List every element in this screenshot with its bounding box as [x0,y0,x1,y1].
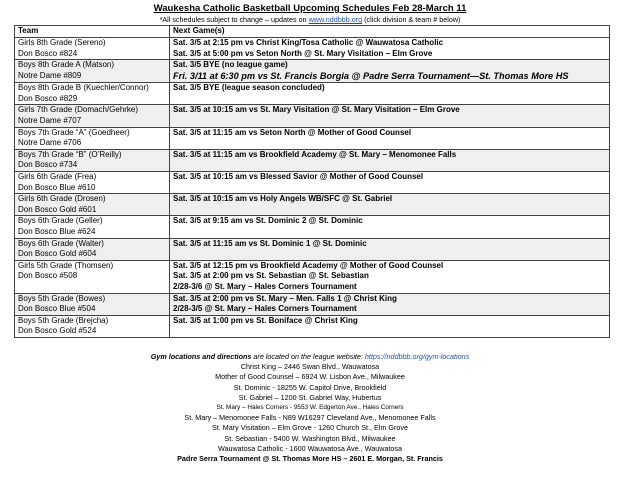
team-number[interactable]: Don Bosco #508 [18,271,78,281]
team-number[interactable]: Notre Dame #706 [18,138,82,148]
schedule-table-body [15,38,610,338]
game-line: Sat. 3/5 at 5:00 pm vs Seton North @ St. Mary Visitation – Elm Grove [173,48,433,58]
game-line: Sat. 3/5 at 9:15 am vs St. Dominic 2 @ St. Dominic [173,216,363,226]
game-line: Fri. 3/11 at 6:30 pm vs St. Francis Borgia @ Padre Serra Tournament—St. Thomas More HS [173,70,569,81]
game-line: 2/28-3/6 @ St. Mary – Hales Corners Tournament [173,281,357,291]
subtitle-prefix: *All schedules subject to change – updates on [159,15,309,24]
table-row [15,149,610,171]
team-name: Boys 5th Grade (Bowes) [18,293,106,303]
location-padre-serra-tournament: Padre Serra Tournament @ St. Thomas More HS – 2601 E. Morgan, St. Francis [177,454,443,464]
game-line: Sat. 3/5 BYE (league season concluded) [173,83,325,93]
team-name: Girls 6th Grade (Frea) [18,172,97,182]
table-row [15,60,610,83]
locations-intro-bold: Gym locations and directions [150,352,252,361]
location-mother-good-counsel: Mother of Good Counsel – 6924 W. Lisbon Ave., Milwaukee [215,372,405,382]
location-st-mary-visitation: St. Mary Visitation – Elm Grove - 1260 Church St., Elm Grove [212,423,408,433]
document-subtitle [0,15,620,24]
team-cell [15,315,170,337]
team-cell [15,260,170,293]
location-wauwatosa-catholic: Wauwatosa Catholic - 1600 Wauwatosa Ave., Wauwatosa [217,443,403,453]
website-link[interactable]: www.nddbbb.org [308,15,363,24]
location-st-mary-menomonee-falls: St. Mary – Menomonee Falls - N89 W16297 Cleveland Ave., Menomonee Falls [184,413,436,423]
game-line: Sat. 3/5 at 11:15 am vs Brookfield Academy @ St. Mary – Menomonee Falls [173,149,457,159]
team-name: Boys 7th Grade “B” (O’Reilly) [18,149,122,159]
game-line: Sat. 3/5 at 12:15 pm vs Brookfield Academy @ Mother of Good Counsel [173,260,444,270]
team-cell [15,238,170,260]
team-number[interactable]: Don Bosco Gold #604 [18,249,97,259]
team-name: Boys 8th Grade A (Matson) [18,60,115,70]
team-name: Girls 8th Grade (Sereno) [18,38,106,47]
game-line: Sat. 3/5 at 10:15 am vs Holy Angels WB/SFC @ St. Gabriel [173,194,393,204]
team-name: Girls 7th Grade (Domach/Gehrke) [18,105,139,115]
team-cell [15,293,170,315]
document-title: Waukesha Catholic Basketball Upcoming Schedules Feb 28-March 11 [153,3,467,14]
schedule-table [14,25,610,338]
table-row [15,105,610,127]
game-line: Sat. 3/5 at 11:15 am vs Seton North @ Mother of Good Counsel [173,127,412,137]
team-name: Girls 5th Grade (Thomsen) [18,260,114,270]
location-st-dominic: St. Dominic - 18255 W. Capitol Drive, Brookfield [233,382,387,392]
team-number[interactable]: Don Bosco #824 [18,48,78,58]
next-games-column-header: Next Game(s) [170,26,610,38]
games-cell [170,127,610,149]
game-line: Sat. 3/5 at 10:15 am vs Blessed Savior @ Mother of Good Counsel [173,172,424,182]
game-line: Sat. 3/5 at 1:00 pm vs St. Boniface @ Christ King [173,315,358,325]
location-christ-king: Christ King – 2446 Swan Blvd., Wauwatosa [240,362,380,372]
team-name: Boys 5th Grade (Brejcha) [18,315,109,325]
team-cell [15,194,170,216]
games-cell [170,38,610,60]
games-cell [170,238,610,260]
team-number[interactable]: Notre Dame #809 [18,70,82,80]
location-st-sebastian: St. Sebastian - 5400 W. Washington Blvd., Milwaukee [224,433,396,443]
team-name: Boys 7th Grade “A” (Goedheer) [18,127,130,137]
team-name: Boys 8th Grade B (Kuechler/Connor) [18,83,149,93]
team-number[interactable]: Don Bosco Blue #624 [18,227,96,236]
game-line: Sat. 3/5 at 2:00 pm vs St. Sebastian @ St. Sebastian [173,271,369,281]
team-number[interactable]: Don Bosco #734 [18,160,78,170]
games-cell [170,194,610,216]
table-row [15,260,610,293]
game-line: Sat. 3/5 at 2:15 pm vs Christ King/Tosa Catholic @ Wauwatosa Catholic [173,38,444,47]
team-cell [15,60,170,83]
games-cell [170,83,610,105]
location-st-mary-hales-corners: St. Mary – Hales Corners - 9553 W. Edgerton Ave., Hales Corners [216,404,404,412]
team-cell [15,38,170,60]
games-cell [170,260,610,293]
team-name: Girls 6th Grade (Drosen) [18,194,106,204]
game-line: Sat. 3/5 BYE (no league game) [173,60,288,70]
team-name: Boys 6th Grade (Geller) [18,216,103,226]
team-cell [15,105,170,127]
game-line: Sat. 3/5 at 10:15 am vs St. Mary Visitation @ St. Mary Visitation – Elm Grove [173,105,460,115]
team-number[interactable]: Don Bosco Gold #601 [18,204,97,214]
game-line: Sat. 3/5 at 11:15 am vs St. Dominic 1 @ St. Dominic [173,238,367,248]
table-row [15,293,610,315]
team-name: Boys 6th Grade (Walter) [18,238,104,248]
locations-intro-text: are located on the league website: [251,352,365,361]
table-row [15,127,610,149]
location-st-gabriel: St. Gabriel – 1200 St. Gabriel Way, Hubertus [238,392,382,402]
table-row [15,83,610,105]
team-number[interactable]: Don Bosco #829 [18,93,78,103]
table-row [15,315,610,337]
team-number[interactable]: Don Bosco Blue #610 [18,182,96,192]
game-line: 2/28-3/5 @ St. Mary – Hales Corners Tournament [173,304,357,314]
locations-intro [0,352,620,362]
team-number[interactable]: Don Bosco Gold #524 [18,326,97,336]
games-cell [170,149,610,171]
team-number[interactable]: Notre Dame #707 [18,116,82,126]
game-line: Sat. 3/5 at 2:00 pm vs St. Mary – Men. Falls 1 @ Christ King [173,293,397,303]
games-cell [170,293,610,315]
table-row [15,194,610,216]
table-row [15,238,610,260]
team-cell [15,172,170,194]
team-cell [15,216,170,238]
games-cell [170,216,610,238]
table-row [15,216,610,238]
team-cell [15,83,170,105]
team-column-header: Team [15,26,170,38]
games-cell [170,105,610,127]
team-number[interactable]: Don Bosco Blue #504 [18,304,96,314]
table-header-row [15,26,610,38]
games-cell [170,172,610,194]
games-cell [170,315,610,337]
team-cell [15,149,170,171]
games-cell [170,60,610,83]
table-row [15,172,610,194]
table-row [15,38,610,60]
gym-locations-link[interactable]: https://nddbbb.org/gym-locations [364,352,470,361]
subtitle-suffix: (click division & team # below) [362,15,461,24]
team-cell [15,127,170,149]
locations-footer [0,352,620,464]
